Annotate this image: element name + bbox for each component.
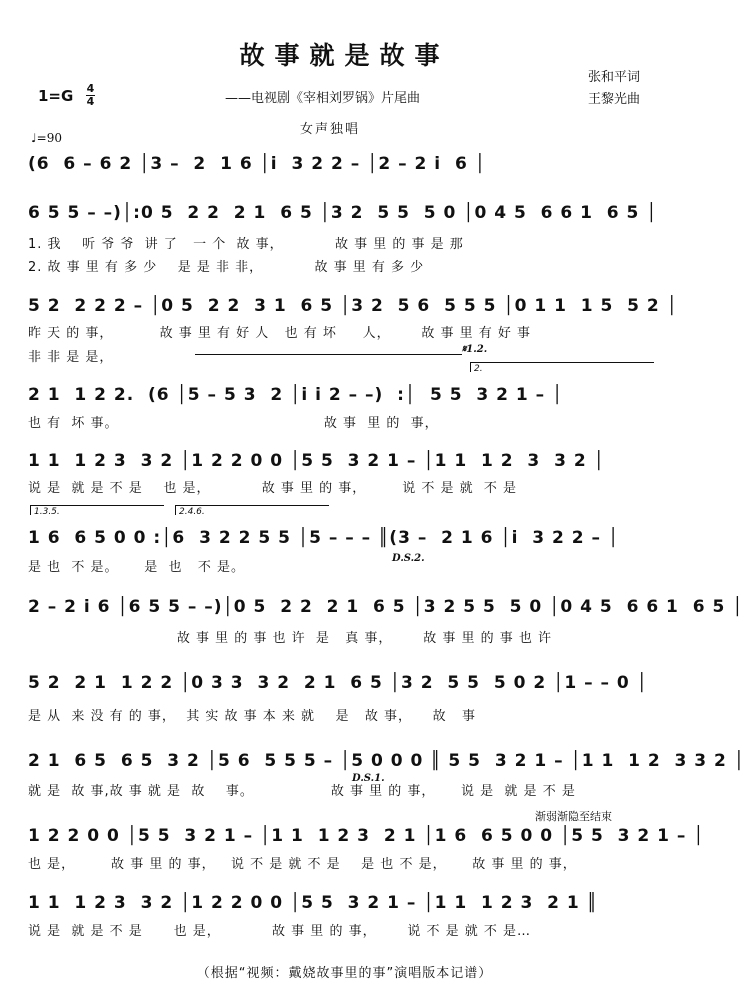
lyric-line: 2. 故 事 里 有 多 少 是 是 非 非， 故 事 里 有 多 少 [28, 260, 425, 275]
lyric-line: 也 是， 故 事 里 的 事， 说 不 是 就 不 是 是 也 不 是， 故 事 里 的 事， [28, 857, 577, 872]
score-row [28, 203, 660, 227]
lyric-line: 是 也 不 是。 是 也 不 是。 [28, 560, 245, 575]
time-top: 4 [86, 82, 95, 95]
score-row [28, 751, 745, 775]
notation: 1 1 1 2 3 3 2 │1 2 2 0 0 │5 5 3 2 1 – │1 1 1 2 3 2 1 ║ [28, 893, 598, 913]
voice-part: 女声独唱 [300, 122, 361, 137]
lyric-line: 1. 我 听 爷 爷 讲 了 一 个 故 事， 故 事 里 的 事 是 那 [28, 237, 464, 252]
segno-mark: 𝄋1.2. [462, 344, 488, 355]
lyric-line: 说 是 就 是 不 是 也 是， 故 事 里 的 事， 说 不 是 就 不 是 [28, 481, 518, 496]
key-signature: 1=G [38, 87, 74, 105]
lyric-line: 是 从 来 没 有 的 事， 其 实 故 事 本 来 就 是 故 事， 故 事 [28, 709, 476, 724]
lyric-line: 也 有 坏 事。 故 事 里 的 事， [28, 416, 439, 431]
score-row [28, 673, 660, 697]
notation: 2 1 6 5 6 5 3 2 │5 6 5 5 5 – │5 0 0 0 ║ 5 5 3 2 1 – │1 1 1 2 3 3 2 │ [28, 751, 745, 771]
volta-bracket: 2. [470, 362, 654, 372]
lyric-line: 就 是 故 事,故 事 就 是 故 事。 故 事 里 的 事， 说 是 就 是 不 是 [28, 784, 576, 799]
time-signature [86, 84, 95, 107]
dal-segno-mark: D.S.1. [352, 773, 385, 784]
notation: 5 2 2 2 2 – │0 5 2 2 3 1 6 5 │3 2 5 6 5 5 5 │0 1 1 1 5 5 2 │ [28, 296, 678, 316]
tempo-mark: ♩=90 [31, 131, 62, 145]
score-row [28, 385, 660, 409]
lyric-line: 故 事 里 的 事 也 许 是 真 事， 故 事 里 的 事 也 许 [28, 631, 553, 646]
notation: 5 2 2 1 1 2 2 │0 3 3 3 2 2 1 6 5 │3 2 5 5 5 0 2 │1 – – 0 │ [28, 673, 648, 693]
notation: 1 1 1 2 3 3 2 │1 2 2 0 0 │5 5 3 2 1 – │1 1 1 2 3 3 2 │ [28, 451, 605, 471]
dal-segno-mark: D.S.2. [392, 553, 425, 564]
score-row [28, 597, 744, 621]
lyricist: 张和平词 [588, 70, 641, 85]
score-row [28, 451, 660, 475]
score-row [28, 296, 678, 320]
notation: 1 6 6 5 0 0 :│6 3 2 2 5 5 │5 – – – ║(3 – 2 1 6 │i 3 2 2 – │ [28, 528, 620, 548]
lyric-line: 昨 天 的 事， 故 事 里 有 好 人 也 有 坏 人， 故 事 里 有 好 事 [28, 326, 532, 341]
subtitle: ——电视剧《宰相刘罗锅》片尾曲 [225, 91, 421, 106]
notation: 6 5 5 – –)│:0 5 2 2 2 1 6 5 │3 2 5 5 5 0 │0 4 5 6 6 1 6 5 │ [28, 203, 658, 223]
volta-bracket: 2.4.6. [175, 505, 329, 515]
score-row [28, 826, 705, 850]
song-title: 故事就是故事 [239, 41, 450, 70]
volta-bracket: 1.3.5. [30, 505, 164, 515]
lyric-line: 说 是 就 是 不 是 也 是， 故 事 里 的 事， 说 不 是 就 不 是… [28, 924, 532, 939]
lyric-line: 非 非 是 是， [28, 350, 114, 365]
ending-instruction: 渐弱渐隐至结束 [535, 810, 612, 823]
source-note: （根据“视频：戴娆故事里的事”演唱版本记谱） [196, 966, 493, 981]
notation: 2 – 2 i 6 │6 5 5 – –)│0 5 2 2 2 1 6 5 │3 2 5 5 5 0 │0 4 5 6 6 1 6 5 │ [28, 597, 744, 617]
notation: 1 2 2 0 0 │5 5 3 2 1 – │1 1 1 2 3 2 1 │1 6 6 5 0 0 │5 5 3 2 1 – │ [28, 826, 705, 846]
notation: 2 1 1 2 2. (6 │5 – 5 3 2 │i i 2 – –) :│ 5 5 3 2 1 – │ [28, 385, 564, 405]
time-bottom: 4 [86, 95, 95, 108]
composer: 王黎光曲 [588, 92, 641, 107]
score-row [28, 154, 660, 178]
notation: (6 6 – 6 2 │3 – 2 1 6 │i 3 2 2 – │2 – 2 i 6 │ [28, 154, 486, 174]
score-row [28, 893, 660, 917]
score-row [28, 528, 660, 552]
